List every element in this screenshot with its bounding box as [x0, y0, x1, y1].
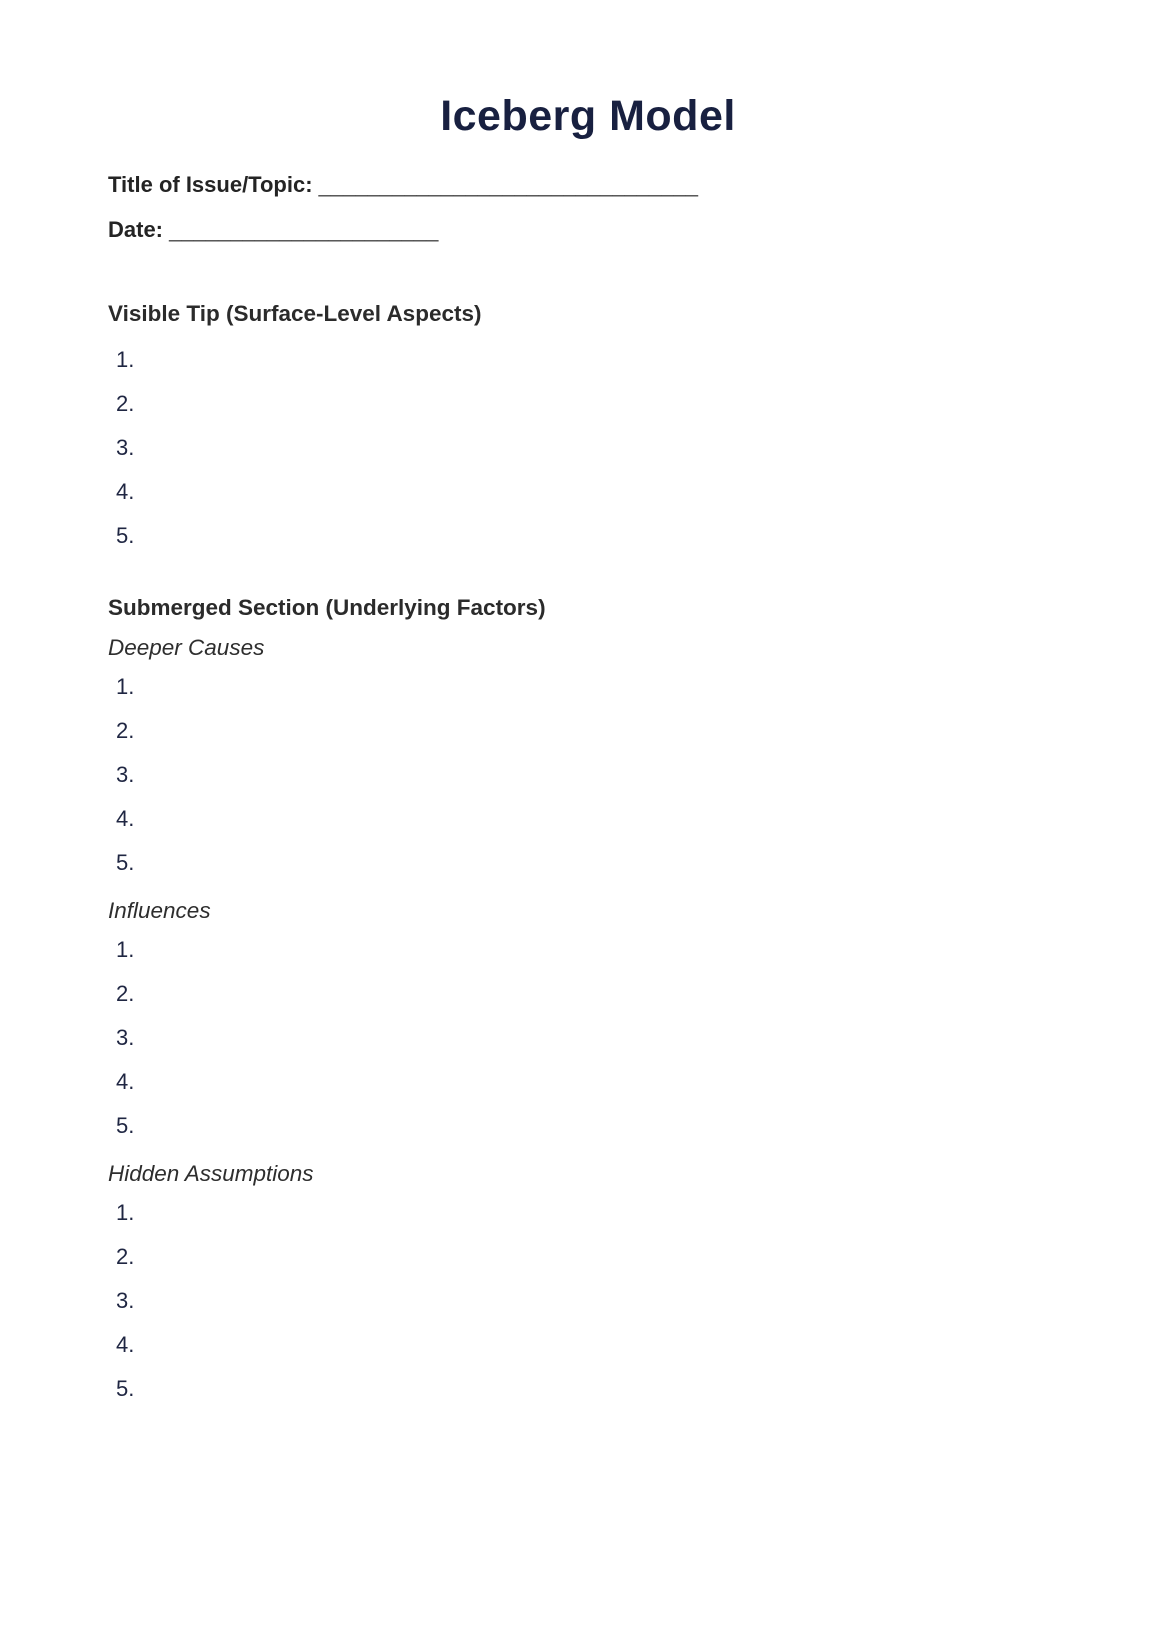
list-item-marker: 1.	[116, 1200, 135, 1225]
list-item	[116, 1245, 1068, 1269]
field-date-label: Date:	[108, 217, 164, 242]
list-item-marker: 5.	[116, 1113, 135, 1138]
numbered-list	[108, 1201, 1068, 1401]
list-item-marker: 5.	[116, 523, 135, 548]
subsections-container	[108, 634, 1068, 1401]
list-item-marker: 2.	[116, 981, 135, 1006]
subsections-container	[108, 348, 1068, 548]
subsection	[108, 634, 1068, 875]
list-item-marker: 5.	[116, 1376, 135, 1401]
sections-container	[108, 300, 1068, 1401]
section-heading: Submerged Section (Underlying Factors)	[108, 595, 546, 620]
list-item	[116, 938, 1068, 962]
list-item-marker: 1.	[116, 674, 135, 699]
list-item-marker: 1.	[116, 937, 135, 962]
list-item-marker: 2.	[116, 391, 135, 416]
list-item	[116, 807, 1068, 831]
list-item	[116, 1070, 1068, 1094]
subsection-title: Deeper Causes	[108, 635, 265, 660]
list-item-marker: 4.	[116, 806, 135, 831]
list-item	[116, 719, 1068, 743]
list-item-marker: 3.	[116, 1288, 135, 1313]
list-item-marker: 3.	[116, 762, 135, 787]
list-item	[116, 480, 1068, 504]
list-item	[116, 436, 1068, 460]
list-item-marker: 4.	[116, 1332, 135, 1357]
list-item-marker: 4.	[116, 1069, 135, 1094]
list-item	[116, 392, 1068, 416]
list-item-marker: 1.	[116, 347, 135, 372]
list-item-marker: 3.	[116, 435, 135, 460]
field-issue-topic	[108, 172, 1068, 198]
header-fields	[108, 172, 1068, 243]
subsection	[108, 1160, 1068, 1401]
list-item	[116, 1114, 1068, 1138]
list-item-marker: 5.	[116, 850, 135, 875]
section-heading: Visible Tip (Surface-Level Aspects)	[108, 301, 482, 326]
list-item	[116, 982, 1068, 1006]
list-item	[116, 1201, 1068, 1225]
field-issue-topic-blank-line: _______________________________	[318, 172, 698, 197]
list-item	[116, 1377, 1068, 1401]
numbered-list	[108, 675, 1068, 875]
list-item-marker: 2.	[116, 1244, 135, 1269]
numbered-list	[108, 348, 1068, 548]
list-item-marker: 2.	[116, 718, 135, 743]
list-item	[116, 348, 1068, 372]
field-date	[108, 217, 1068, 243]
list-item	[116, 675, 1068, 699]
subsection	[108, 897, 1068, 1138]
list-item	[116, 524, 1068, 548]
list-item-marker: 4.	[116, 479, 135, 504]
worksheet-section	[108, 300, 1068, 548]
list-item	[116, 1289, 1068, 1313]
list-item	[116, 851, 1068, 875]
subsection-title: Influences	[108, 898, 211, 923]
list-item	[116, 1026, 1068, 1050]
worksheet-section	[108, 594, 1068, 1401]
field-date-blank-line: ______________________	[169, 217, 439, 242]
list-item	[116, 763, 1068, 787]
list-item-marker: 3.	[116, 1025, 135, 1050]
subsection-title: Hidden Assumptions	[108, 1161, 314, 1186]
numbered-list	[108, 938, 1068, 1138]
field-issue-topic-label: Title of Issue/Topic:	[108, 172, 313, 197]
subsection	[108, 348, 1068, 548]
document-title: Iceberg Model	[440, 92, 736, 140]
list-item	[116, 1333, 1068, 1357]
